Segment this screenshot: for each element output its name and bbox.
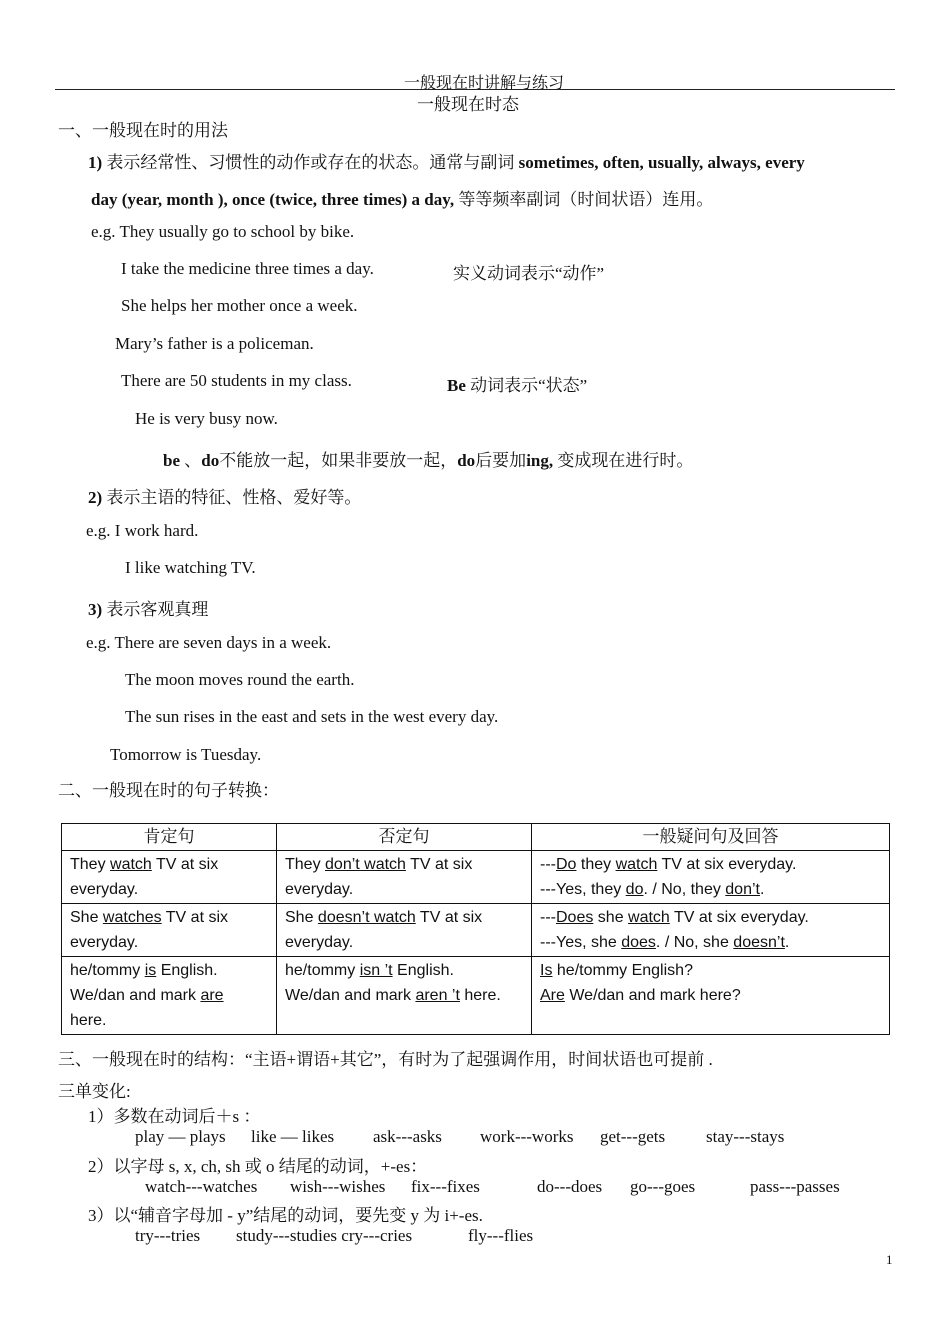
cell-text: They	[285, 856, 326, 873]
usage-3-text: 表示客观真理	[106, 600, 209, 619]
example-5-note-text: 动词表示“状态”	[470, 376, 588, 395]
rule-2-example: fix---fixes	[411, 1177, 480, 1196]
cell-text: TV at six	[415, 909, 483, 926]
example-3: She helps her mother once a week.	[121, 296, 358, 315]
cell-question	[532, 904, 890, 957]
cell-text: everyday.	[70, 881, 139, 898]
usage-3-example-4: Tomorrow is Tuesday.	[110, 745, 262, 764]
example-2-note: 实义动词表示“动作”	[453, 264, 605, 283]
usage-3-example-2: The moon moves round the earth.	[125, 670, 355, 689]
cell-negative	[277, 957, 532, 1035]
example-6: He is very busy now.	[135, 409, 278, 428]
rule-1: 1）多数在动词后＋s ：	[88, 1107, 261, 1126]
cell-text: English.	[392, 962, 454, 979]
rule-do-2: do	[457, 451, 476, 470]
cell-text: here.	[459, 987, 501, 1004]
running-header: 一般现在时讲解与练习	[404, 75, 565, 92]
rule-end: 变成现在进行时。	[557, 451, 694, 470]
cell-text: he/tommy	[70, 962, 145, 979]
be-do-rule	[163, 446, 693, 471]
cell-text: She	[285, 909, 318, 926]
rule-2-example: pass---passes	[750, 1177, 840, 1196]
usage-3-example-3: The sun rises in the east and sets in the west every day.	[125, 707, 499, 726]
cell-text: TV at six everyday.	[669, 909, 809, 926]
table-row	[62, 851, 890, 904]
rule-2: 2）以字母 s, x, ch, sh 或 o 结尾的动词，+-es：	[88, 1157, 428, 1176]
cell-text: ---	[540, 856, 556, 873]
usage-2-example-1: e.g. I work hard.	[86, 521, 199, 540]
cell-text: everyday.	[285, 934, 354, 951]
cell-text: TV at six	[405, 856, 473, 873]
rule-1-example: ask---asks	[373, 1127, 442, 1146]
verb-underlined: watch	[110, 856, 152, 873]
usage-3-number: 3)	[88, 600, 103, 619]
example-5-note	[447, 371, 587, 396]
cell-text: English.	[156, 962, 218, 979]
rule-after: 后要加	[475, 451, 527, 470]
usage-2-text: 表示主语的特征、性格、爱好等。	[106, 488, 362, 507]
verb-underlined: isn ’t	[359, 962, 393, 979]
usage-2-example-2: I like watching TV.	[125, 558, 256, 577]
rule-3: 3）以“辅音字母加 - y”结尾的动词，要先变 y 为 i+-es.	[88, 1206, 483, 1225]
verb-underlined: watch	[628, 909, 670, 926]
example-2: I take the medicine three times a day.	[121, 259, 374, 278]
verb-underlined: aren ’t	[415, 987, 460, 1004]
cell-text: They	[70, 856, 111, 873]
section-1-heading: 一、一般现在时的用法	[58, 121, 228, 140]
rule-1-example: stay---stays	[706, 1127, 785, 1146]
cell-text: We/dan and mark	[70, 987, 201, 1004]
cell-text: everyday.	[70, 934, 139, 951]
header-question: 一般疑问句及回答	[532, 824, 890, 851]
usage-1-text: 表示经常性、习惯性的动作或存在的状态。通常与副词	[106, 153, 515, 172]
verb-underlined: Are	[540, 987, 565, 1004]
rule-1-example: work---works	[480, 1127, 574, 1146]
header-negative: 否定句	[277, 824, 532, 851]
rule-1-example: like — likes	[251, 1127, 335, 1146]
cell-text: ---	[540, 909, 556, 926]
verb-underlined: don’t watch	[325, 856, 406, 873]
usage-2	[88, 483, 361, 508]
verb-underlined: Does	[555, 909, 594, 926]
rule-2-example: wish---wishes	[290, 1177, 386, 1196]
table-row	[62, 904, 890, 957]
verb-underlined: doesn’t watch	[317, 909, 416, 926]
verb-underlined: are	[200, 987, 224, 1004]
rule-3-example: try---tries	[135, 1226, 201, 1245]
usage-2-number: 2)	[88, 488, 103, 507]
page-number: 1	[886, 1252, 893, 1267]
cell-text: She	[70, 909, 103, 926]
rule-1-example: get---gets	[600, 1127, 666, 1146]
rule-sep: 、	[184, 451, 202, 470]
sentence-conversion-table	[61, 823, 890, 1035]
cell-text: everyday.	[285, 881, 354, 898]
verb-underlined: Do	[555, 856, 577, 873]
usage-3	[88, 595, 208, 620]
usage-1	[88, 148, 805, 173]
cell-text: We/dan and mark	[285, 987, 416, 1004]
usage-3-example-1: e.g. There are seven days in a week.	[86, 633, 332, 652]
verb-underlined: is	[144, 962, 157, 979]
cell-affirmative	[62, 851, 277, 904]
cell-text: We/dan and mark here?	[564, 987, 741, 1004]
rule-be: be	[163, 451, 180, 470]
rule-2-example: watch---watches	[145, 1177, 258, 1196]
cell-text: TV at six everyday.	[657, 856, 797, 873]
cell-text: . / No, they	[643, 881, 726, 898]
usage-1-text-2: 等等频率副词（时间状语）连用。	[458, 190, 714, 209]
cell-text: she	[593, 909, 629, 926]
rule-2-example: go---goes	[630, 1177, 696, 1196]
cell-question	[532, 957, 890, 1035]
usage-1-adverbs-2: day (year, month ), once (twice, three times) a day,	[91, 190, 455, 209]
third-person-heading: 三单变化:	[58, 1082, 131, 1101]
verb-underlined: don’t	[725, 881, 760, 898]
page-title: 一般现在时态	[417, 95, 519, 114]
verb-underlined: watches	[102, 909, 162, 926]
cell-affirmative	[62, 957, 277, 1035]
rule-mid: 不能放一起，如果非要放一起，	[219, 451, 458, 470]
cell-text: here.	[70, 1012, 107, 1029]
cell-text: he/tommy	[285, 962, 360, 979]
header-affirmative: 肯定句	[62, 824, 277, 851]
example-5: There are 50 students in my class.	[121, 371, 352, 390]
cell-text: . / No, she	[655, 934, 734, 951]
example-1: e.g. They usually go to school by bike.	[91, 222, 355, 241]
verb-underlined: do	[625, 881, 644, 898]
section-3-heading: 三、一般现在时的结构：“主语+谓语+其它”，有时为了起强调作用，时间状语也可提前 .	[58, 1050, 713, 1069]
usage-1-line2	[91, 185, 713, 210]
cell-question	[532, 851, 890, 904]
rule-1-example: play — plays	[135, 1127, 226, 1146]
rule-3-example: fly---flies	[468, 1226, 534, 1245]
verb-underlined: watch	[615, 856, 658, 873]
verb-underlined: Is	[540, 962, 553, 979]
cell-text: they	[576, 856, 616, 873]
usage-1-number: 1)	[88, 153, 103, 172]
cell-text: TV at six	[161, 909, 229, 926]
cell-text: he/tommy English?	[552, 962, 693, 979]
example-5-note-be: Be	[447, 376, 466, 395]
usage-1-adverbs: sometimes, often, usually, always, every	[518, 153, 805, 172]
rule-do: do	[201, 451, 220, 470]
cell-text: TV at six	[151, 856, 219, 873]
verb-underlined: does	[621, 934, 656, 951]
cell-text: .	[784, 934, 790, 951]
rule-2-example: do---does	[537, 1177, 603, 1196]
rule-3-example: study---studies cry---cries	[236, 1226, 413, 1245]
rule-ing: ing,	[526, 451, 554, 470]
table-row	[62, 957, 890, 1035]
section-2-heading: 二、一般现在时的句子转换：	[58, 781, 279, 800]
table-header-row	[62, 824, 890, 851]
cell-negative	[277, 904, 532, 957]
cell-text: ---Yes, she	[540, 934, 622, 951]
cell-text: ---Yes, they	[540, 881, 626, 898]
cell-affirmative	[62, 904, 277, 957]
cell-text: .	[759, 881, 765, 898]
cell-negative	[277, 851, 532, 904]
verb-underlined: doesn’t	[733, 934, 785, 951]
example-4: Mary’s father is a policeman.	[115, 334, 314, 353]
